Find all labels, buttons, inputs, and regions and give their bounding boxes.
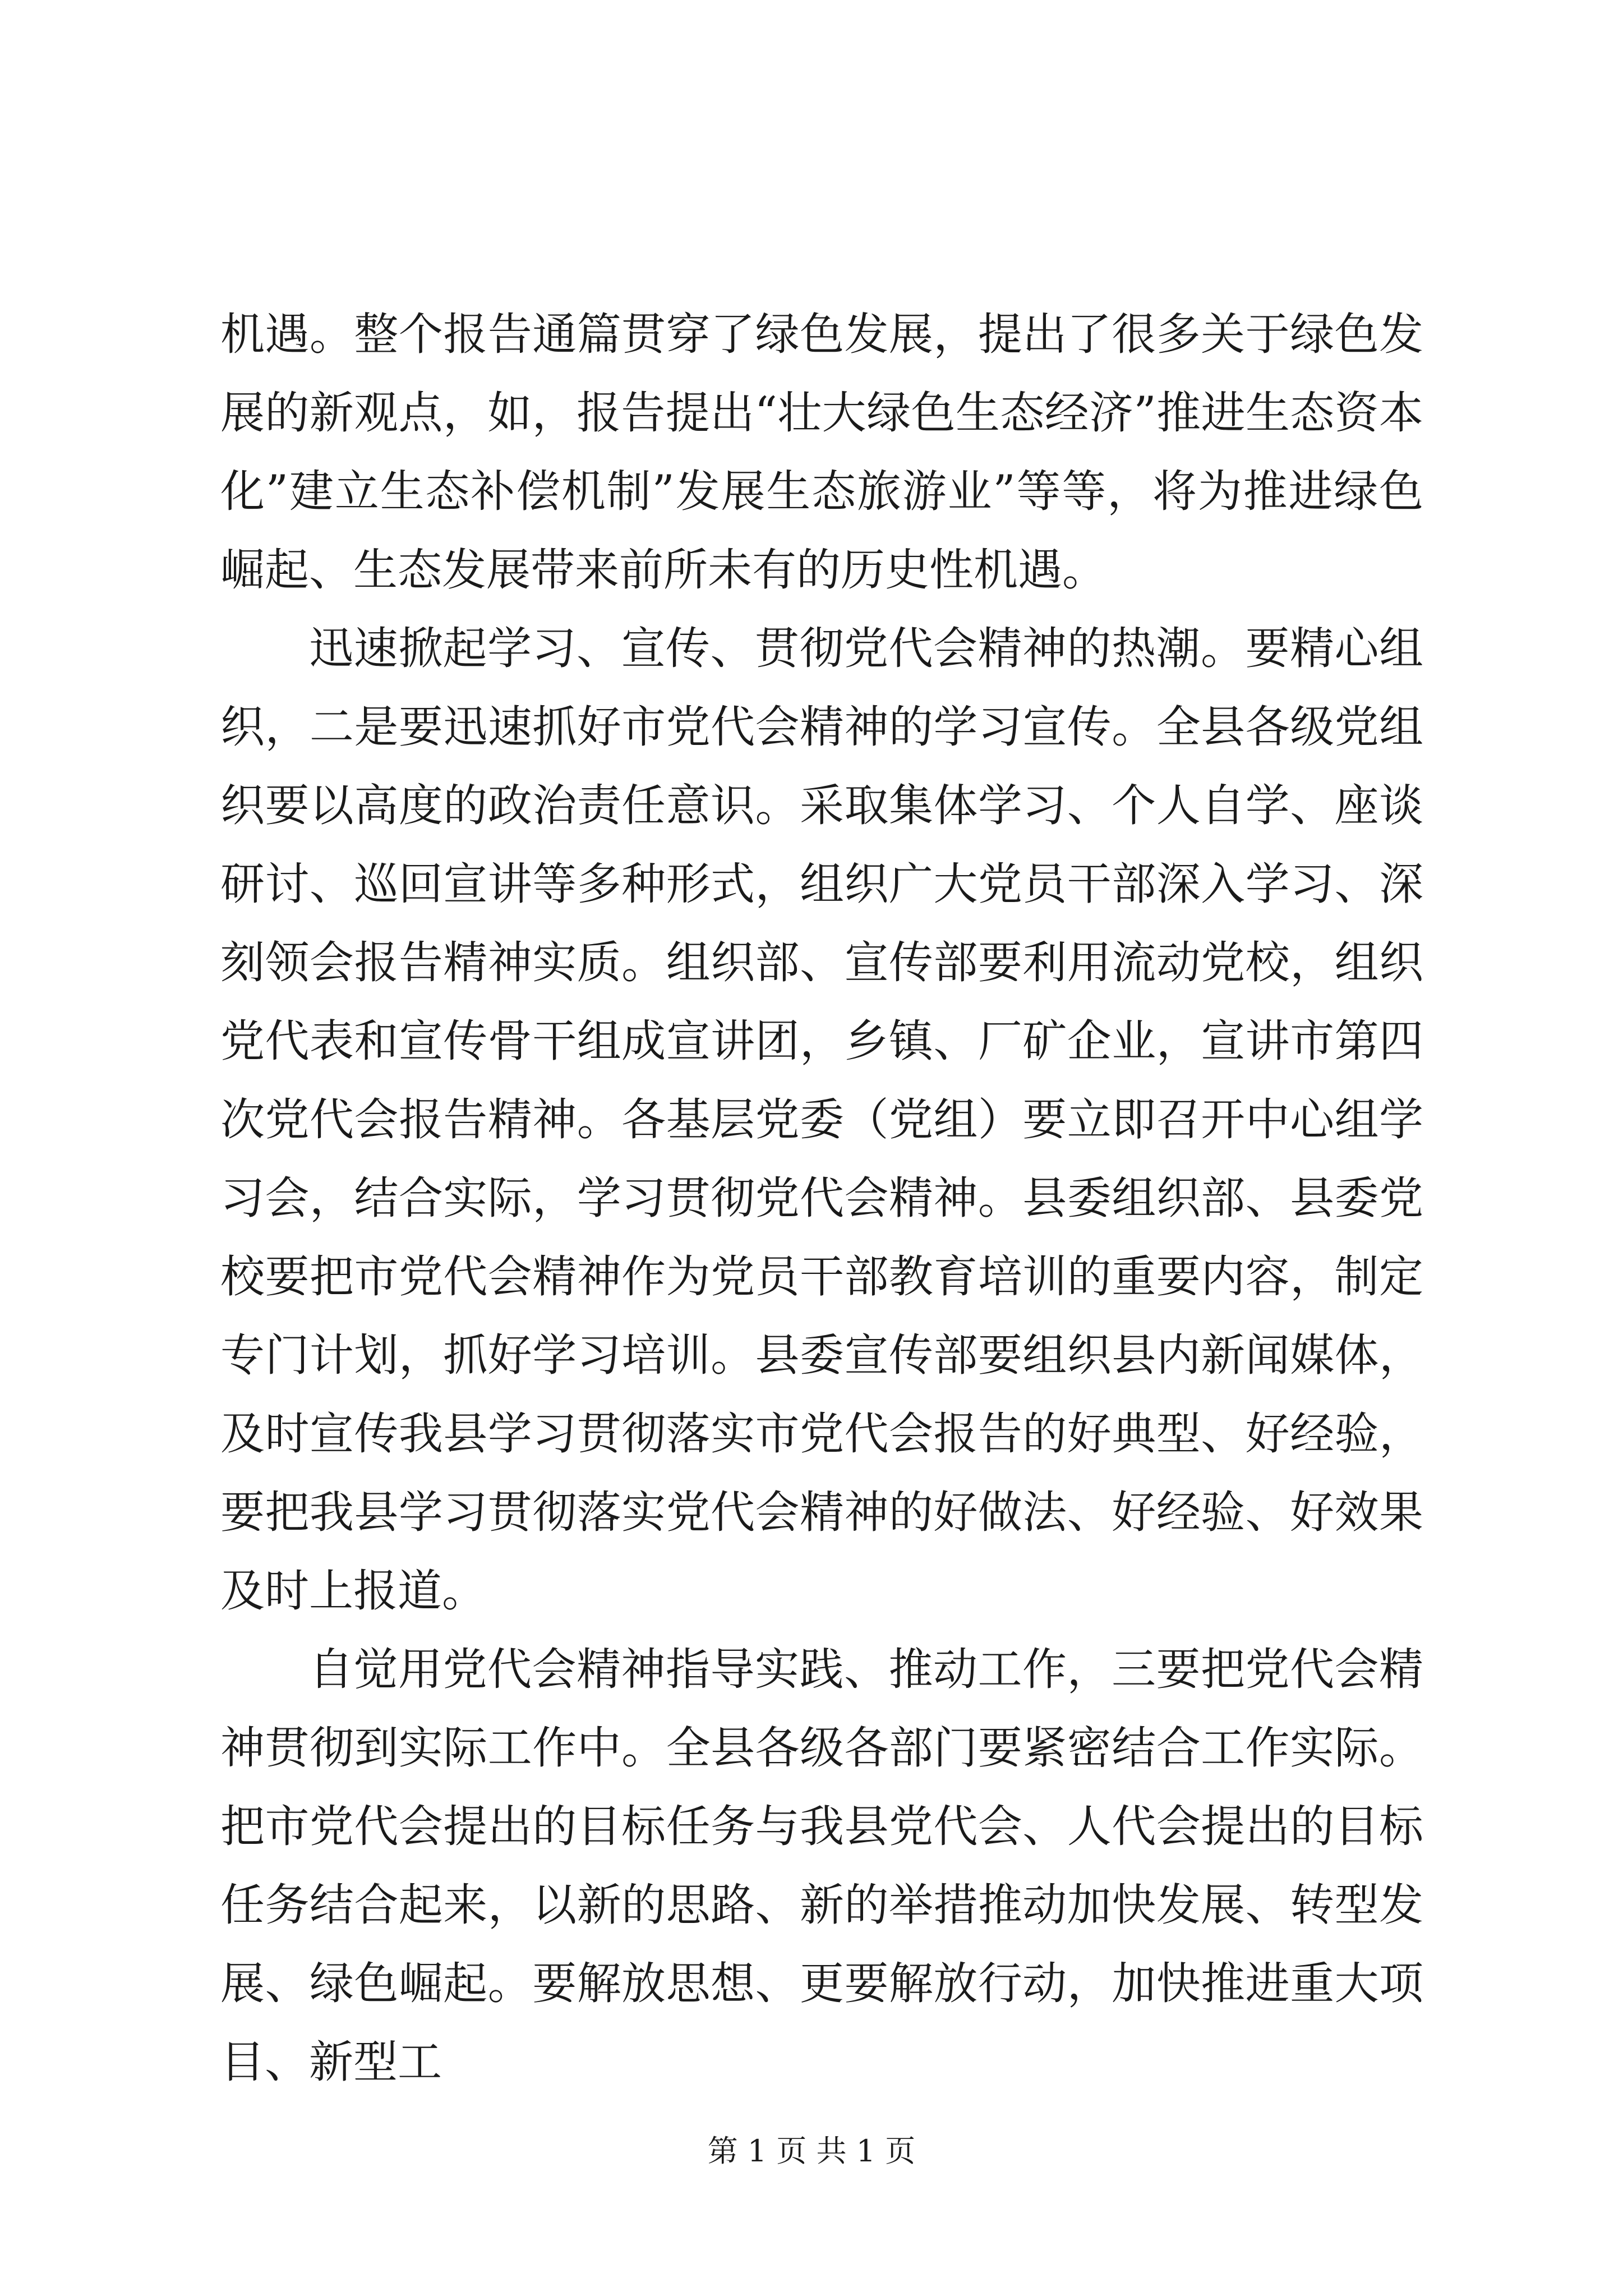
paragraph-3: 自觉用党代会精神指导实践、推动工作，三要把党代会精神贯彻到实际工作中。全县各级各部门要紧密结合工作实际。把市党代会提出的目标任务与我县党代会、人代会提出的目标任务结合起来，以新的思路、新的举措推动加快发展、转型发展、绿色崛起。要解放思想、更要解放行动，加快推进重大项目、新型工 [220, 1644, 1423, 2088]
paragraph-1: 机遇。整个报告通篇贯穿了绿色发展，提出了很多关于绿色发展的新观点，如，报告提出“壮大绿色生态经济”推进生态资本化”建立生态补偿机制”发展生态旅游业”等等，将为推进绿色崛起、生态发展带来前所未有的历史性机遇。 [220, 309, 1423, 596]
paragraph-2: 迅速掀起学习、宣传、贯彻党代会精神的热潮。要精心组织，二是要迅速抓好市党代会精神的学习宣传。全县各级党组织要以高度的政治责任意识。采取集体学习、个人自学、座谈研讨、巡回宣讲等多种形式，组织广大党员干部深入学习、深刻领会报告精神实质。组织部、宣传部要利用流动党校，组织党代表和宣传骨干组成宣讲团，乡镇、厂矿企业，宣讲市第四次党代会报告精神。各基层党委（党组）要立即召开中心组学习会，结合实际，学习贯彻党代会精神。县委组织部、县委党校要把市党代会精神作为党员干部教育培训的重要内容，制定专门计划，抓好学习培训。县委宣传部要组织县内新闻媒体，及时宣传我县学习贯彻落实市党代会报告的好典型、好经验，要把我县学习贯彻落实党代会精神的好做法、好经验、好效果及时上报道。 [220, 623, 1423, 1617]
document-body [220, 295, 1423, 2101]
page-footer: 第 1 页 共 1 页 [707, 2133, 916, 2169]
